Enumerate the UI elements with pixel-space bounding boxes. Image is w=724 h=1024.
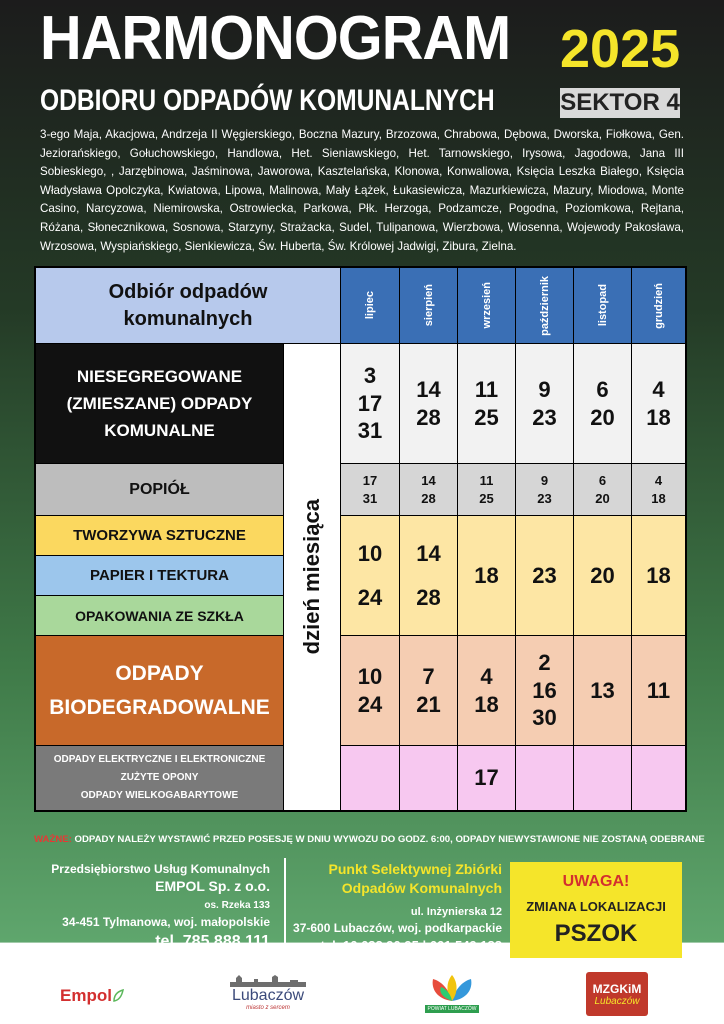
day-number: 17 <box>362 472 378 488</box>
day-number: 11 <box>474 377 499 402</box>
day-number: 6 <box>598 472 607 488</box>
pszok-street: ul. Inżynierska 12 <box>410 905 502 918</box>
day-number: 18 <box>474 562 499 588</box>
bulky-days-lipiec <box>341 746 400 810</box>
pszok-info <box>292 860 502 953</box>
month-header-listopad <box>574 268 632 344</box>
bulky-days-listopad <box>574 746 632 810</box>
lubaczow-logo-text: Lubaczów <box>231 987 305 1004</box>
notice-line-2: ZMIANA LOKALIZACJI <box>526 898 666 914</box>
bulky-label-3: ODPADY WIELKOGABARYTOWE <box>80 790 239 801</box>
mixed-label-2: (ZMIESZANE) ODPADY <box>66 393 253 413</box>
street-list: 3-ego Maja, Akacjowa, Andrzeja II Węgierskiego, Boczna Mazury, Brzozowa, Chrabowa, Dębowa, Dworska, Fiołkowa, Gen. Jeziorańskiego, Gołuchowskiego, Handlowa, Het. Sieniawskiego, Het. Tarnowskiego, Irysowa, Jagodowa, Jana III Sobieskiego, , Jarzębinowa, Jaśminowa, Jaworowa, Kasztelańska, Klonowa, Konwaliowa, Księcia Leszka Białego, Księcia Władysława Opolczyka, Kwiatowa, Lipowa, Malinowa, Mały Łążek, Łukasiewicza, Mazurkiewicza, Mazury, Miodowa, Monte Casino, Narcyzowa, Niemirowska, Ostrowiecka, Parkowa, Płk. Herzoga, Podzamcze, Pogodna, Poziomkowa, Rejtana, Różana, Słonecznikowa, Sosnowa, Starzyny, Strażacka, Sudel, Tulipanowa, Wierzbowa, Wiosenna, Wojewody Pakosława, Wrzosowa, Wyspiańskiego, Sienkiewicza, Św. Huberta, Św. Królowej Jadwigi, Zibura, Zielna. <box>40 128 684 253</box>
mixed-days-wrzesien <box>458 344 516 464</box>
day-number: 20 <box>590 562 615 588</box>
selective-days-sierpien <box>400 516 458 636</box>
month-header-wrzesien <box>458 268 516 344</box>
notice-line-3: PSZOK <box>554 919 638 947</box>
selective-days-lipiec <box>341 516 400 636</box>
footer-divider <box>284 858 286 964</box>
company-phone: tel. 785 888 111 <box>155 933 270 950</box>
day-number: 7 <box>422 664 435 689</box>
bulky-label-1: ODPADY ELEKTRYCZNE I ELEKTRONICZNE <box>53 754 266 765</box>
logo-strip <box>0 966 724 1024</box>
day-number: 23 <box>532 404 557 430</box>
bulky-days-grudzien <box>632 746 685 810</box>
day-number: 4 <box>654 472 663 488</box>
day-number: 20 <box>595 490 610 506</box>
day-number: 18 <box>646 562 671 588</box>
day-number: 14 <box>416 541 441 566</box>
warning-prefix: WAŻNE: <box>34 834 72 845</box>
day-number: 18 <box>474 691 499 717</box>
category-bio <box>36 636 284 746</box>
schedule-table <box>34 266 687 812</box>
bulky-days-sierpien <box>400 746 458 810</box>
day-number: 9 <box>538 377 551 402</box>
selective-days-wrzesien <box>458 516 516 636</box>
pszok-city: 37-600 Lubaczów, woj. podkarpackie <box>293 920 502 935</box>
ash-days-pazdziernik <box>516 464 574 516</box>
mixed-days-lipiec <box>341 344 400 464</box>
category-plastic <box>36 516 284 556</box>
pszok-phone: tel. 16 632 90 95 | 661 549 188 <box>320 937 502 953</box>
ash-days-wrzesien <box>458 464 516 516</box>
powiat-badge: POWIAT LUBACZÓW <box>425 1005 480 1013</box>
warning-text: ODPADY NALEŻY WYSTAWIĆ PRZED POSESJĘ W DNIU WYWOZU DO GODZ. 6:00, ODPADY NIEWYSTAWIONE NIE ZOSTANĄ ODEBRANE <box>74 834 705 845</box>
bio-label-1: ODPADY <box>115 661 204 685</box>
day-number: 16 <box>532 677 557 703</box>
lubaczow-logo <box>212 970 324 1016</box>
day-number: 4 <box>480 664 493 689</box>
empol-logo <box>52 976 132 1016</box>
bio-days-pazdziernik <box>516 636 574 746</box>
day-number: 18 <box>651 490 666 506</box>
month-header-grudzien <box>632 268 685 344</box>
paper-label: PAPIER I TEKTURA <box>90 567 229 584</box>
day-number: 9 <box>540 472 549 488</box>
mzgkim-logo <box>586 972 648 1016</box>
month-header-lipiec <box>341 268 400 344</box>
ash-days-lipiec <box>341 464 400 516</box>
day-number: 6 <box>596 377 609 402</box>
category-bulky <box>36 746 284 810</box>
category-ash <box>36 464 284 516</box>
day-number: 21 <box>416 691 441 717</box>
day-number: 20 <box>590 404 615 430</box>
bio-days-wrzesien <box>458 636 516 746</box>
bio-days-sierpien <box>400 636 458 746</box>
category-mixed <box>36 344 284 464</box>
day-number: 24 <box>357 691 383 717</box>
company-city: 34-451 Tylmanowa, woj. małopolskie <box>62 915 270 929</box>
day-number: 4 <box>652 377 665 402</box>
selective-days-listopad <box>574 516 632 636</box>
sector-badge: SEKTOR 4 <box>560 89 680 116</box>
bio-days-listopad <box>574 636 632 746</box>
day-of-month-column <box>284 344 341 810</box>
ash-days-listopad <box>574 464 632 516</box>
warning-note <box>34 834 705 845</box>
day-number: 17 <box>474 765 499 791</box>
month-label: wrzesień <box>480 282 493 329</box>
flower-icon <box>425 973 479 1003</box>
mixed-days-listopad <box>574 344 632 464</box>
month-label: lipiec <box>364 291 376 320</box>
month-header-sierpien <box>400 268 458 344</box>
ash-label: POPIÓŁ <box>129 480 190 498</box>
day-of-month-label: dzień miesiąca <box>299 499 324 655</box>
mixed-days-grudzien <box>632 344 685 464</box>
day-number: 24 <box>357 584 383 610</box>
notice-line-1: UWAGA! <box>562 872 630 890</box>
day-number: 25 <box>479 490 494 506</box>
day-number: 28 <box>416 584 441 610</box>
month-label: listopad <box>596 284 609 327</box>
day-number: 10 <box>357 541 383 566</box>
selective-days-grudzien <box>632 516 685 636</box>
company-info <box>40 862 270 951</box>
bulky-label-2: ZUŻYTE OPONY <box>120 772 199 783</box>
bio-days-grudzien <box>632 636 685 746</box>
table-header-label <box>36 268 341 344</box>
day-number: 17 <box>357 390 383 416</box>
selective-days-pazdziernik <box>516 516 574 636</box>
day-number: 11 <box>646 677 671 703</box>
day-number: 28 <box>416 404 441 430</box>
glass-label: OPAKOWANIA ZE SZKŁA <box>75 607 244 624</box>
mixed-days-sierpien <box>400 344 458 464</box>
mixed-label-3: KOMUNALNE <box>104 421 215 441</box>
bulky-days-pazdziernik <box>516 746 574 810</box>
company-street: os. Rzeka 133 <box>204 900 270 911</box>
company-name-1: Przedsiębiorstwo Usług Komunalnych <box>51 862 270 876</box>
mixed-label-1: NIESEGREGOWANE <box>76 366 243 386</box>
category-paper <box>36 556 284 596</box>
day-number: 30 <box>532 705 557 731</box>
header-label-line-1: Odbiór odpadów <box>108 280 268 303</box>
day-number: 13 <box>590 677 615 703</box>
day-number: 31 <box>362 490 378 506</box>
month-label: październik <box>538 275 551 336</box>
day-number: 3 <box>363 363 377 389</box>
day-number: 25 <box>474 404 499 430</box>
month-header-pazdziernik <box>516 268 574 344</box>
year-label: 2025 <box>560 19 681 79</box>
header-label-line-2: komunalnych <box>123 307 253 330</box>
powiat-logo <box>420 970 484 1016</box>
pszok-location-notice <box>510 862 682 958</box>
page-title: HARMONOGRAM <box>40 4 511 73</box>
plastic-label: TWORZYWA SZTUCZNE <box>73 527 246 544</box>
day-number: 23 <box>532 562 557 588</box>
day-number: 10 <box>357 664 383 689</box>
day-number: 28 <box>421 490 436 506</box>
day-number: 14 <box>416 377 441 402</box>
day-number: 11 <box>479 472 494 488</box>
empol-logo-text: Empol <box>60 986 112 1005</box>
company-name-2: EMPOL Sp. z o.o. <box>155 878 270 894</box>
month-label: grudzień <box>652 282 665 329</box>
bulky-days-wrzesien <box>458 746 516 810</box>
day-number: 2 <box>538 650 551 676</box>
mzgkim-text: MZGKiM <box>592 981 642 996</box>
mzgkim-city: Lubaczów <box>594 995 640 1007</box>
bio-days-lipiec <box>341 636 400 746</box>
leaf-icon <box>112 989 124 1003</box>
month-label: sierpień <box>422 284 435 327</box>
page-subtitle: ODBIORU ODPADÓW KOMUNALNYCH <box>40 84 495 117</box>
bio-label-2: BIODEGRADOWALNE <box>49 695 270 719</box>
pszok-title-1: Punkt Selektywnej Zbiórki <box>328 861 502 877</box>
ash-days-grudzien <box>632 464 685 516</box>
day-number: 18 <box>646 404 671 430</box>
day-number: 23 <box>537 490 552 506</box>
lubaczow-tagline: miasto z sercem <box>246 1005 290 1011</box>
city-skyline-icon <box>228 975 308 987</box>
category-glass <box>36 596 284 636</box>
mixed-days-pazdziernik <box>516 344 574 464</box>
ash-days-sierpien <box>400 464 458 516</box>
day-number: 31 <box>357 418 383 444</box>
pszok-title-2: Odpadów Komunalnych <box>341 879 502 896</box>
day-number: 14 <box>421 472 436 488</box>
